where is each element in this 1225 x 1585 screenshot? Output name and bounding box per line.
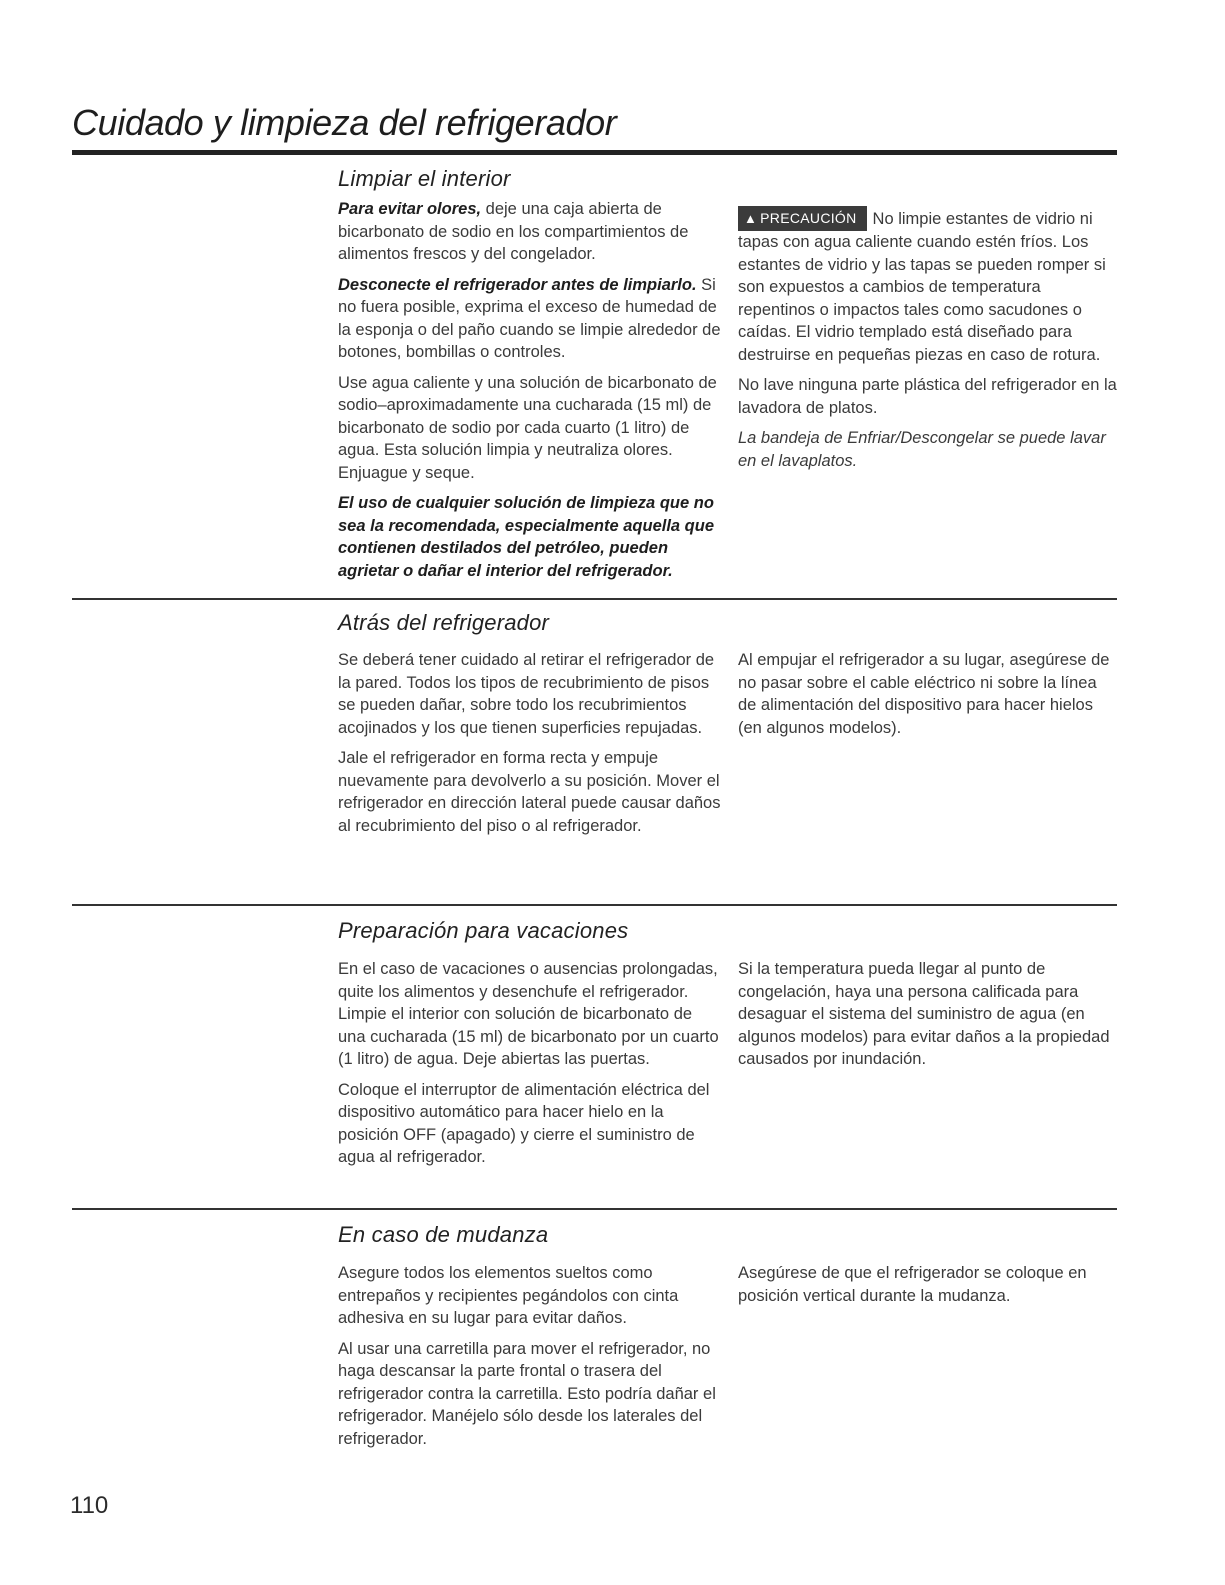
- section-divider-2: [72, 904, 1117, 906]
- moving-paragraph-2: Al usar una carretilla para mover el refrigerador, no haga descansar la parte frontal o trasera del refrigerador contra la carretilla. Esto podría dañar el refrigerador. Manéjelo sólo desde los laterales del refrigerador.: [338, 1339, 716, 1448]
- section-divider-1: [72, 598, 1117, 600]
- caution-label: PRECAUCIÓN: [760, 210, 857, 226]
- caution-paragraph: [738, 206, 1118, 366]
- vacation-paragraph-1: En el caso de vacaciones o ausencias prolongadas, quite los alimentos y desenchufe el refrigerador. Limpie el interior con solución de bicarbonato de una cucharada (15 ml) de bicarbonato por un cuarto (1 litro) de agua. Deje abiertas las puertas.: [338, 960, 719, 1068]
- interior-warning-paragraph: El uso de cualquier solución de limpieza que no sea la recomendada, especialmente aquella que contienen destilados del petróleo, pueden agrietar o dañar el interior del refrigerador.: [338, 494, 715, 580]
- moving-paragraph-3: Asegúrese de que el refrigerador se coloque en posición vertical durante la mudanza.: [738, 1264, 1087, 1305]
- section-heading-interior: Limpiar el interior: [338, 166, 511, 191]
- moving-left-column: [338, 1262, 723, 1458]
- interior-p1-text: deje una caja abierta de bicarbonato de sodio en los compartimientos de alimentos frescos y del congelador.: [338, 200, 689, 263]
- interior-right-column: [738, 206, 1118, 480]
- moving-paragraph-1: Asegure todos los elementos sueltos como entrepaños y recipientes pegándolos con cinta adhesiva en su lugar para evitar daños.: [338, 1264, 679, 1327]
- interior-paragraph-5: No lave ninguna parte plástica del refrigerador en la lavadora de platos.: [738, 376, 1117, 417]
- vacation-left-column: [338, 958, 723, 1177]
- interior-p2-lead: Desconecte el refrigerador antes de limpiarlo.: [338, 275, 697, 294]
- vacation-paragraph-2: Coloque el interruptor de alimentación eléctrica del dispositivo automático para hacer hielo en la posición OFF (apagado) y cierre el suministro de agua al refrigerador.: [338, 1080, 710, 1166]
- behind-right-column: [738, 649, 1118, 747]
- title-rule: [72, 150, 1117, 155]
- moving-right-column: [738, 1262, 1118, 1315]
- caution-badge: [738, 206, 867, 231]
- interior-paragraph-3: Use agua caliente y una solución de bicarbonato de sodio–aproximadamente una cucharada (15 ml) de bicarbonato de sodio por cada cuarto (1 litro) de agua. Esta solución limpia y neutraliza olores. Enjuague y seque.: [338, 373, 717, 482]
- section-heading-vacation: Preparación para vacaciones: [338, 918, 629, 943]
- behind-paragraph-3: Al empujar el refrigerador a su lugar, asegúrese de no pasar sobre el cable eléctrico ni sobre la línea de alimentación del dispositivo para hacer hielos (en algunos modelos).: [738, 651, 1110, 737]
- behind-paragraph-2: Jale el refrigerador en forma recta y empuje nuevamente para devolverlo a su posición. Mover el refrigerador en dirección lateral puede causar daños al recubrimiento del piso o al refrigerador.: [338, 749, 721, 835]
- interior-left-column: [338, 198, 723, 590]
- interior-paragraph-1: [338, 198, 723, 266]
- interior-p2-text: Si no fuera posible, exprima el exceso de humedad de la esponja o del paño cuando se limpie alrededor de botones, bombillas o controles.: [338, 275, 721, 361]
- warning-triangle-icon: ▲: [744, 211, 758, 226]
- section-divider-3: [72, 1208, 1117, 1210]
- behind-left-column: [338, 649, 723, 845]
- interior-paragraph-2: [338, 274, 723, 364]
- interior-paragraph-6: La bandeja de Enfriar/Descongelar se puede lavar en el lavaplatos.: [738, 429, 1106, 470]
- section-heading-behind: Atrás del refrigerador: [338, 610, 550, 635]
- vacation-paragraph-3: Si la temperatura pueda llegar al punto de congelación, haya una persona calificada para desaguar el sistema del suministro de agua (en algunos modelos) para evitar daños a la propiedad causados por inundación.: [738, 960, 1110, 1068]
- page-title: Cuidado y limpieza del refrigerador: [72, 102, 617, 143]
- caution-text: No limpie estantes de vidrio ni tapas con agua caliente cuando estén fríos. Los estantes de vidrio y las tapas se pueden romper si son expuestos a cambios de temperatura repentinos o impactos tales como sacudones o caídas. El vidrio templado está diseñado para destruirse en pequeñas piezas en caso de rotura.: [738, 210, 1106, 364]
- section-heading-moving: En caso de mudanza: [338, 1222, 549, 1247]
- interior-p1-lead: Para evitar olores,: [338, 200, 482, 218]
- vacation-right-column: [738, 958, 1118, 1079]
- page-number: 110: [70, 1492, 109, 1519]
- behind-paragraph-1: Se deberá tener cuidado al retirar el refrigerador de la pared. Todos los tipos de recubrimiento de pisos se pueden dañar, sobre todo los recubrimientos acojinados y los que tienen superficies repujadas.: [338, 651, 715, 737]
